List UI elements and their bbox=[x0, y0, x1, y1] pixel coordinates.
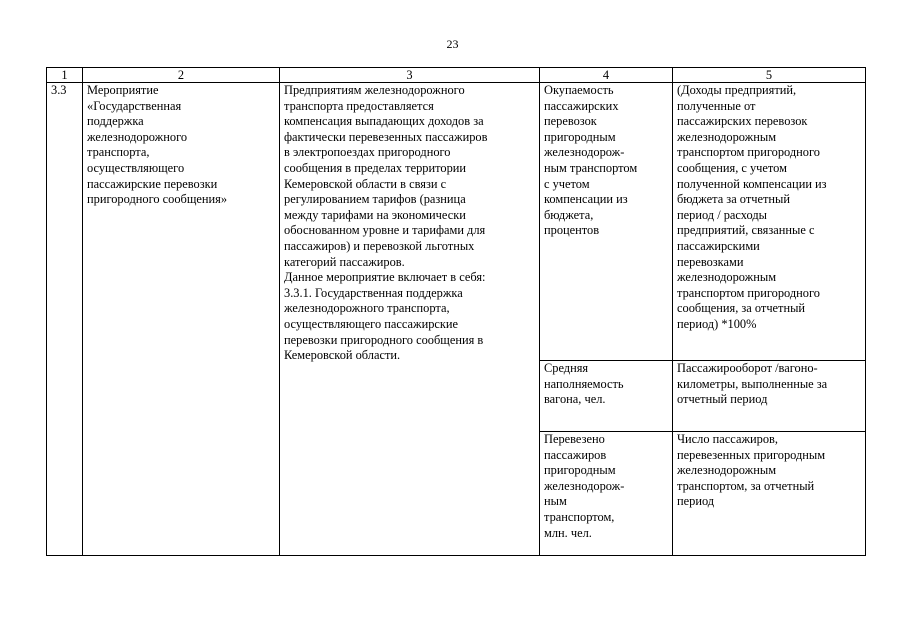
row-id: 3.3 bbox=[51, 83, 67, 97]
indicator-formula: Число пассажиров, перевезенных пригородным железнодорожным транспортом, за отчетный период bbox=[677, 432, 826, 509]
indicator-cell bbox=[540, 83, 673, 361]
column-header-5: 5 bbox=[673, 68, 866, 83]
activity-cell bbox=[83, 83, 280, 556]
indicator-name: Перевезено пассажиров пригородным железнодорож- ным транспортом, млн. чел. bbox=[544, 432, 625, 540]
column-header-3: 3 bbox=[280, 68, 540, 83]
activity-title: Мероприятие «Государственная поддержка железнодорожного транспорта, осуществляющего пассажирские перевозки пригородного сообщения» bbox=[87, 83, 228, 207]
indicator-formula: (Доходы предприятий, полученные от пассажирских перевозок железнодорожным транспортом пригородного сообщения, с учетом полученной компенсации из бюджета за отчетный период / расходы предприятий, связанные с пассажирскими перевозками железнодорожным транспортом пригородного сообщения, за отчетный период) *100% bbox=[677, 83, 827, 331]
indicator-cell bbox=[540, 361, 673, 432]
indicator-formula: Пассажирооборот /вагоно- километры, выполненные за отчетный период bbox=[677, 361, 828, 407]
description-cell bbox=[280, 83, 540, 556]
formula-cell bbox=[673, 361, 866, 432]
formula-cell bbox=[673, 432, 866, 556]
activity-description: Предприятиям железнодорожного транспорта предоставляется компенсация выпадающих доходов за фактически перевезенных пассажиров в электропоездах пригородного сообщения в пределах территории Кемеровской области в связи с регулированием тарифов (разница между тарифами на экономически обоснованном уровне и тарифами для пассажиров) и перевозкой льготных категорий пассажиров. Данное мероприятие включает в себя: 3.3.1. Государственная поддержка железнодорожного транспорта, осуществляющего пассажирские перевозки пригородного сообщения в Кемеровской области. bbox=[284, 83, 488, 363]
page-number: 23 bbox=[446, 37, 459, 51]
indicator-cell bbox=[540, 432, 673, 556]
row-id-cell bbox=[47, 83, 83, 556]
indicator-name: Средняя наполняемость вагона, чел. bbox=[544, 361, 624, 407]
measures-table bbox=[46, 67, 866, 556]
indicator-name: Окупаемость пассажирских перевозок пригородным железнодорож- ным транспортом с учетом компенсации из бюджета, процентов bbox=[544, 83, 638, 238]
header-row bbox=[47, 68, 866, 83]
column-header-1: 1 bbox=[47, 68, 83, 83]
table-row bbox=[47, 83, 866, 361]
column-header-2: 2 bbox=[83, 68, 280, 83]
column-header-4: 4 bbox=[540, 68, 673, 83]
formula-cell bbox=[673, 83, 866, 361]
